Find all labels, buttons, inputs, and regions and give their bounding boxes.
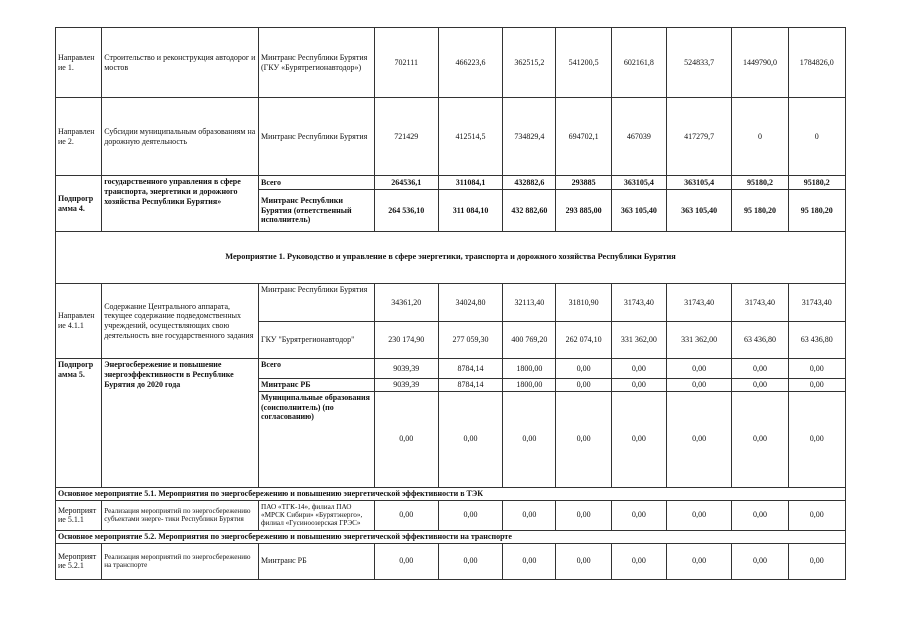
value-cell: 230 174,90 bbox=[374, 322, 438, 359]
value-cell: 0,00 bbox=[732, 500, 788, 530]
value-cell: 63 436,80 bbox=[788, 322, 845, 359]
value-cell: 0,00 bbox=[611, 391, 666, 487]
value-cell: 417279,7 bbox=[667, 98, 732, 176]
value-cell: 1800,00 bbox=[503, 379, 556, 392]
row-executor: Минтранс РБ bbox=[259, 379, 375, 392]
value-cell: 363 105,40 bbox=[667, 190, 732, 232]
value-cell: 363105,4 bbox=[667, 176, 732, 190]
row-executor: Минтранс Республики Бурятия bbox=[259, 284, 375, 322]
value-cell: 8784,14 bbox=[438, 379, 502, 392]
table-row bbox=[56, 500, 846, 530]
row-code: Подпрогр амма 5. bbox=[56, 359, 102, 488]
value-cell: 95180,2 bbox=[732, 176, 788, 190]
section-header-row bbox=[56, 530, 846, 543]
row-name: Субсидии муниципальным образованиям на дорожную деятельность bbox=[102, 98, 259, 176]
value-cell: 95180,2 bbox=[788, 176, 845, 190]
value-cell: 0,00 bbox=[667, 379, 732, 392]
value-cell: 0,00 bbox=[732, 543, 788, 579]
table-row bbox=[56, 28, 846, 98]
value-cell: 9039,39 bbox=[374, 359, 438, 379]
value-cell: 9039,39 bbox=[374, 379, 438, 392]
row-code: Мероприят ие 5.2.1 bbox=[56, 543, 102, 579]
value-cell: 293 885,00 bbox=[556, 190, 611, 232]
value-cell: 0,00 bbox=[374, 391, 438, 487]
value-cell: 0,00 bbox=[732, 379, 788, 392]
table-row bbox=[56, 359, 846, 379]
row-code: Направлен ие 1. bbox=[56, 28, 102, 98]
row-executor: Всего bbox=[259, 176, 375, 190]
row-name: государственного управления в сфере транспорта, энергетики и дорожного хозяйства Республики Бурятия» bbox=[102, 176, 259, 232]
value-cell: 467039 bbox=[611, 98, 666, 176]
value-cell: 0,00 bbox=[374, 500, 438, 530]
row-name: Содержание Центрального аппарата, текущее содержание подведомственных учреждений, осуществляющих свою деятельность вне государственного задания bbox=[102, 284, 259, 359]
value-cell: 264536,1 bbox=[374, 176, 438, 190]
value-cell: 466223,6 bbox=[438, 28, 502, 98]
value-cell: 0,00 bbox=[503, 391, 556, 487]
value-cell: 0,00 bbox=[667, 543, 732, 579]
value-cell: 363105,4 bbox=[611, 176, 666, 190]
value-cell: 694702,1 bbox=[556, 98, 611, 176]
section-title: Основное мероприятие 5.2. Мероприятия по энергосбережению и повышению энергетической эффективности на транспорте bbox=[56, 530, 846, 543]
value-cell: 95 180,20 bbox=[732, 190, 788, 232]
row-executor: ПАО «ТГК-14», филиал ПАО «МРСК Сибири» «Бурятэнерго», филиал «Гусиноозерская ГРЭС» bbox=[259, 500, 375, 530]
value-cell: 0 bbox=[788, 98, 845, 176]
value-cell: 0 bbox=[732, 98, 788, 176]
value-cell: 331 362,00 bbox=[611, 322, 666, 359]
value-cell: 31743,40 bbox=[611, 284, 666, 322]
value-cell: 412514,5 bbox=[438, 98, 502, 176]
value-cell: 32113,40 bbox=[503, 284, 556, 322]
value-cell: 0,00 bbox=[788, 543, 845, 579]
value-cell: 0,00 bbox=[556, 500, 611, 530]
row-code: Направлен ие 4.1.1 bbox=[56, 284, 102, 359]
value-cell: 95 180,20 bbox=[788, 190, 845, 232]
row-name: Реализация мероприятий по энергосбережению на транспорте bbox=[102, 543, 259, 579]
value-cell: 0,00 bbox=[611, 500, 666, 530]
value-cell: 34024,80 bbox=[438, 284, 502, 322]
value-cell: 362515,2 bbox=[503, 28, 556, 98]
value-cell: 0,00 bbox=[438, 391, 502, 487]
value-cell: 331 362,00 bbox=[667, 322, 732, 359]
value-cell: 34361,20 bbox=[374, 284, 438, 322]
value-cell: 0,00 bbox=[732, 359, 788, 379]
value-cell: 31810,90 bbox=[556, 284, 611, 322]
value-cell: 0,00 bbox=[374, 543, 438, 579]
value-cell: 0,00 bbox=[503, 500, 556, 530]
value-cell: 31743,40 bbox=[788, 284, 845, 322]
value-cell: 0,00 bbox=[611, 379, 666, 392]
row-executor: Минтранс Республики Бурятия bbox=[259, 98, 375, 176]
row-executor: Муниципальные образования (соисполнитель) (по согласованию) bbox=[259, 391, 375, 487]
row-executor: Минтранс Республики Бурятия (ответственный исполнитель) bbox=[259, 190, 375, 232]
value-cell: 0,00 bbox=[611, 359, 666, 379]
row-executor: Минтранс РБ bbox=[259, 543, 375, 579]
value-cell: 0,00 bbox=[788, 500, 845, 530]
value-cell: 63 436,80 bbox=[732, 322, 788, 359]
value-cell: 432882,6 bbox=[503, 176, 556, 190]
section-header-row bbox=[56, 487, 846, 500]
value-cell: 0,00 bbox=[556, 359, 611, 379]
row-name: Энергосбережение и повышение энергоэффективности в Республике Бурятия до 2020 года bbox=[102, 359, 259, 488]
table-row bbox=[56, 284, 846, 322]
budget-table bbox=[55, 27, 846, 580]
row-executor: ГКУ "Бурятрегионавтодор" bbox=[259, 322, 375, 359]
value-cell: 31743,40 bbox=[732, 284, 788, 322]
value-cell: 264 536,10 bbox=[374, 190, 438, 232]
value-cell: 1449790,0 bbox=[732, 28, 788, 98]
value-cell: 602161,8 bbox=[611, 28, 666, 98]
value-cell: 0,00 bbox=[556, 379, 611, 392]
value-cell: 277 059,30 bbox=[438, 322, 502, 359]
value-cell: 311 084,10 bbox=[438, 190, 502, 232]
value-cell: 0,00 bbox=[732, 391, 788, 487]
value-cell: 0,00 bbox=[788, 379, 845, 392]
value-cell: 0,00 bbox=[556, 543, 611, 579]
table-row bbox=[56, 176, 846, 190]
value-cell: 734829,4 bbox=[503, 98, 556, 176]
value-cell: 262 074,10 bbox=[556, 322, 611, 359]
value-cell: 1800,00 bbox=[503, 359, 556, 379]
value-cell: 1784826,0 bbox=[788, 28, 845, 98]
value-cell: 0,00 bbox=[611, 543, 666, 579]
section-title: Основное мероприятие 5.1. Мероприятия по энергосбережению и повышению энергетической эффективности в ТЭК bbox=[56, 487, 846, 500]
row-name: Строительство и реконструкция автодорог и мостов bbox=[102, 28, 259, 98]
value-cell: 0,00 bbox=[667, 391, 732, 487]
row-code: Направлен ие 2. bbox=[56, 98, 102, 176]
value-cell: 0,00 bbox=[788, 359, 845, 379]
value-cell: 0,00 bbox=[667, 359, 732, 379]
section-title: Мероприятие 1. Руководство и управление в сфере энергетики, транспорта и дорожного хозяйства Республики Бурятия bbox=[56, 232, 846, 284]
value-cell: 0,00 bbox=[438, 543, 502, 579]
value-cell: 0,00 bbox=[667, 500, 732, 530]
value-cell: 400 769,20 bbox=[503, 322, 556, 359]
row-executor: Минтранс Республики Бурятия (ГКУ «Бурятрегионавтодор») bbox=[259, 28, 375, 98]
value-cell: 524833,7 bbox=[667, 28, 732, 98]
value-cell: 721429 bbox=[374, 98, 438, 176]
value-cell: 702111 bbox=[374, 28, 438, 98]
value-cell: 0,00 bbox=[556, 391, 611, 487]
value-cell: 8784,14 bbox=[438, 359, 502, 379]
value-cell: 0,00 bbox=[503, 543, 556, 579]
value-cell: 363 105,40 bbox=[611, 190, 666, 232]
section-header-row bbox=[56, 232, 846, 284]
row-code: Мероприят ие 5.1.1 bbox=[56, 500, 102, 530]
row-executor: Всего bbox=[259, 359, 375, 379]
value-cell: 432 882,60 bbox=[503, 190, 556, 232]
table-row bbox=[56, 98, 846, 176]
value-cell: 541200,5 bbox=[556, 28, 611, 98]
value-cell: 311084,1 bbox=[438, 176, 502, 190]
value-cell: 293885 bbox=[556, 176, 611, 190]
value-cell: 0,00 bbox=[788, 391, 845, 487]
table-row bbox=[56, 543, 846, 579]
row-code: Подпрогр амма 4. bbox=[56, 176, 102, 232]
row-name: Реализация мероприятий по энергосбережению субъектами энерге- тики Республики Бурятия bbox=[102, 500, 259, 530]
value-cell: 31743,40 bbox=[667, 284, 732, 322]
value-cell: 0,00 bbox=[438, 500, 502, 530]
